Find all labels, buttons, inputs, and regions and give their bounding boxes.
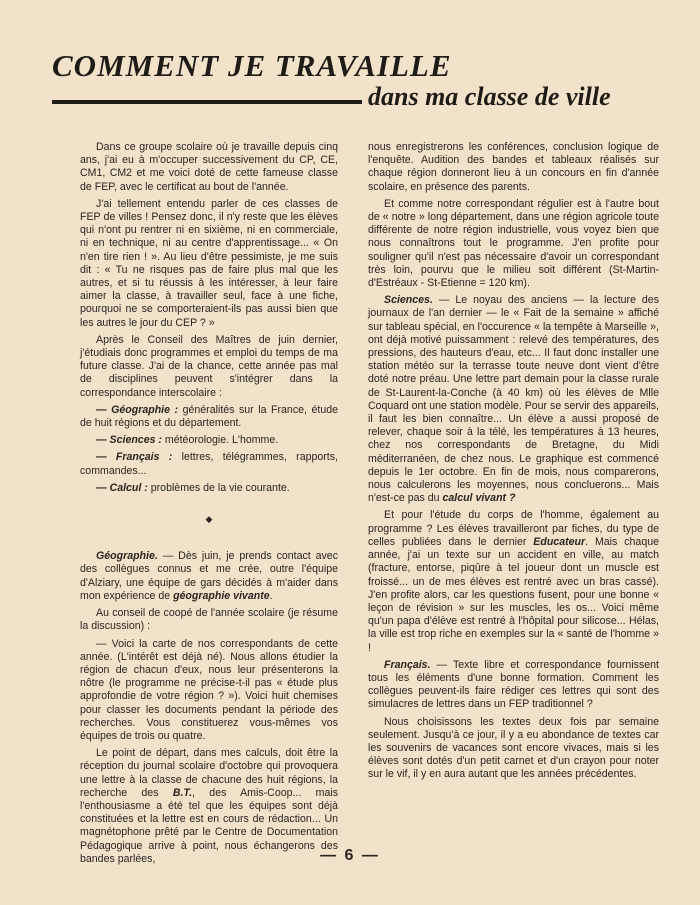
keyword: Educateur [533, 535, 586, 548]
keyword: Géographie. [96, 550, 158, 563]
paragraph: Au conseil de coopé de l'année scolaire (je résume la discussion) : [80, 607, 338, 633]
list-item-text: météorologie. L'homme. [161, 434, 279, 447]
paragraph-text: Et pour l'étude du corps de l'homme, également au programme ? Les élèves travailleront par fiches, du type de celles publiées dans le dernier [368, 509, 659, 548]
paragraph-text: — Texte libre et correspondance fournissent tous les éléments d'une bonne formation. Comment les collègues peuvent-ils faire rédiger ces lettres qui sont des simulacres de lettres dans un FEP traditionnel ? [368, 658, 659, 711]
list-item-text: généralités sur la France, étude de huit régions et du département. [80, 403, 338, 430]
list-item [80, 451, 338, 477]
paragraph-text: Le point de départ, dans mes calculs, doit être la réception du journal scolaire d'octobre qui provoquera une lettre à la classe de chacune des huit régions, la recherche des [80, 747, 338, 799]
keyword: — Sciences : [96, 434, 162, 447]
paragraph: — Voici la carte de nos correspondants de cette année. (L'intérêt est déjà né). Nous allons étudier la région de chacun d'eux, nous leur présenterons la nôtre (le programme ne précise-t-il pas « étude plus approfondie de votre région ? »). Voici huit chemises pour classer les documents pendant la période des recherches. Vous constituerez vous-mêmes vos équipes de trois ou quatre. [80, 637, 338, 742]
keyword: B.T. [172, 786, 193, 799]
paragraph: Nous choisissons les textes deux fois par semaine seulement. Jusqu'à ce jour, il y a eu abondance de textes car les souvenirs de vacances sont encore vivaces, mais si les élèves sont dotés d'un petit carnet et d'un crayon pour noter sur le vif, il y en aura autant que les années précédentes. [368, 715, 659, 781]
list-item-text: lettres, télégrammes, rapports, commandes... [80, 451, 338, 477]
keyword: — Géographie : [96, 403, 179, 416]
paragraph-text: . [269, 589, 273, 602]
list-item-text: problèmes de la vie courante. [147, 481, 290, 494]
list-item [80, 404, 338, 430]
paragraph-text: , des Amis-Coop... mais l'enthousiasme a été tel que les équipes sont déjà constituées et la lettre est en cours de rédaction... Un magnétophone prêté par le Centre de Documentation Pédagogique arrive à point, nous échangerons des bandes parlées, [80, 786, 338, 865]
right-column [368, 141, 659, 786]
paragraph: Dans ce groupe scolaire où je travaille depuis cinq ans, j'ai eu à m'occuper successivement du CP, CE, CM1, CM2 et me voici doté de cette fameuse classe de FEP, avec le certificat au bout de l'année. [80, 141, 338, 193]
keyword: Sciences. [384, 294, 433, 307]
paragraph-text: — Dès juin, je prends contact avec des collègues connus et me crée, outre l'équipe d'Alziary, une équipe de gars décidés à m'aider dans mon expérience de [80, 550, 338, 602]
paragraph-text: — Le noyau des anciens — la lecture des journaux de l'an dernier — le « Fait de la semaine » affiché sur tableau spécial, en l'occurence « la tempête à Marseille », ont déjà motivé puissamment : relevé des températures, des pressions, des hauteurs d'eau, etc... Il faut donc installer une station météo sur la terrasse toute neuve dont vient d'être doté notre préau. Une lettre part demain pour la classe rurale de St-Laurent-la-Conche (à 40 km) où les élèves de Mlle Coquard ont une station modèle. Pour se servir des appareils, il faut les bien connaître... Un élève a aussi proposé de relever, chaque soir à la télé, les températures à 13 heures, chez nos correspondants de Bretagne, du Midi méditerranéen, de chez nous. Le graphique est commencé depuis le 1er octobre. En fin de mois, nous comparerons, nous calculerons les moyennes, nous concluerons... Mais n'est-ce pas du [368, 294, 659, 505]
article-subtitle: dans ma classe de ville [368, 82, 611, 111]
article-title: COMMENT JE TRAVAILLE [52, 48, 452, 83]
paragraph [368, 294, 659, 505]
paragraph [80, 550, 338, 603]
keyword: — Français : [96, 451, 173, 464]
paragraph [368, 659, 659, 712]
keyword: — Calcul : [96, 481, 148, 494]
section-separator: ◆ [205, 514, 213, 525]
title-rule [52, 100, 362, 104]
list-item [80, 434, 338, 447]
paragraph-text: . Mais chaque année, j'ai un texte sur un accident en ville, au match (fracture, entorse, piqûre à tel joueur dont un muscle est froissé... un de mes élèves est rentré avec un bras cassé). J'en profite alors, car les questions fusent, pour une bonne « leçon de révision » sur les muscles, les os... Voici même qu'un papa d'élève est rentré à l'hôpital pour silicose... Hélas, la ville est trop riche en exemples sur la « santé de l'homme » ! [368, 535, 659, 654]
paragraph: J'ai tellement entendu parler de ces classes de FEP de villes ! Pensez donc, il n'y reste que les élèves qui n'ont pu rentrer ni en sixième, ni en commerciale, ni en technique, ni au centre d'apprentissage... « On n'en tire rien ! ». Au lieu d'être pessimiste, je me suis dit : « Tu ne risques pas de faire plus mal que les autres, et si tu réussis à les intéresser, à leur faire aimer la classe, à travailler seul, face à une fiche, pourquoi ne se comporteraient-ils pas aussi bien que les autres le jour du CEP ? » [80, 197, 338, 329]
list-item [80, 482, 338, 495]
page-number: — 6 — [320, 847, 380, 864]
keyword: calcul vivant ? [442, 492, 516, 505]
paragraph: Et comme notre correspondant régulier est à l'autre bout de « notre » long département, dans une région agricole toute différente de notre région industrielle, vous voyez bien que nous connaîtrons tout le programme. J'en profite pour souligner qu'il n'est pas nécessaire d'avoir un correspondant très loin, pourvu que le milieu soit différent (St-Martin-d'Estréaux - St-Etienne = 120 km). [368, 197, 659, 290]
left-column [80, 141, 338, 870]
paragraph: Après le Conseil des Maîtres de juin dernier, j'étudiais donc programmes et emploi du temps de ma future classe. J'ai de la chance, cette année pas mal de disciplines peuvent s'intégrer dans la correspondance interscolaire : [80, 333, 338, 399]
paragraph: nous enregistrerons les conférences, conclusion logique de l'enquête. Audition des bandes et tableaux réalisés sur chaque région donneront lieu à un concours en fin d'année scolaire, en présence des parents. [368, 141, 659, 193]
keyword: géographie vivante [173, 589, 270, 602]
keyword: Français. [384, 658, 431, 671]
paragraph [368, 509, 659, 654]
